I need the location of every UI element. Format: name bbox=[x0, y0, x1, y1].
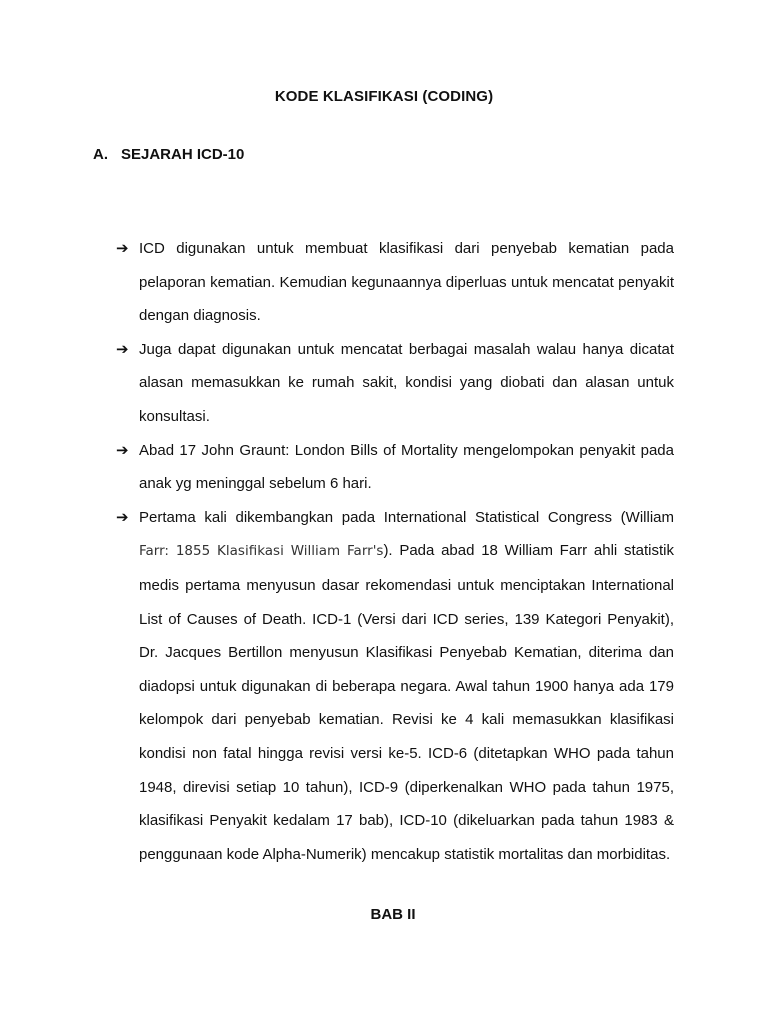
page-title: KODE KLASIFIKASI (CODING) bbox=[274, 88, 494, 105]
list-item-text: Abad 17 John Graunt: London Bills of Mortality mengelompokan penyakit pada anak yg meninggal sebelum 6 hari. bbox=[139, 441, 674, 493]
list-item bbox=[116, 232, 674, 333]
arrow-right-icon: ➔ bbox=[116, 508, 129, 526]
arrow-right-icon: ➔ bbox=[116, 240, 129, 257]
list-item-text-alt-font: Farr: 1855 Klasifikasi William Farr's bbox=[139, 543, 384, 560]
section-letter: A. bbox=[93, 146, 108, 163]
list-item-text: Juga dapat digunakan untuk mencatat berbagai masalah walau hanya dicatat alasan memasukkan ke rumah sakit, kondisi yang diobati dan alasan untuk konsultasi. bbox=[139, 340, 674, 425]
bullet-list bbox=[116, 232, 674, 871]
list-item-text: ICD digunakan untuk membuat klasifikasi dari penyebab kematian pada pelaporan kematian. Kemudian kegunaannya diperluas untuk mencatat penyakit dengan diagnosis. bbox=[139, 240, 674, 325]
list-item bbox=[116, 434, 674, 501]
list-item-text: Pertama kali dikembangkan pada International Statistical Congress (William bbox=[139, 508, 674, 526]
section-title: SEJARAH ICD-10 bbox=[121, 146, 245, 163]
arrow-right-icon: ➔ bbox=[116, 441, 129, 459]
list-item bbox=[116, 501, 674, 872]
list-item bbox=[116, 333, 674, 434]
arrow-right-icon: ➔ bbox=[116, 340, 129, 358]
chapter-heading: BAB II bbox=[370, 906, 416, 923]
list-item-text: ). Pada abad 18 William Farr ahli statistik medis pertama menyusun dasar rekomendasi untuk menciptakan International List of Causes of Death. ICD-1 (Versi dari ICD series, 139 Kategori Penyakit), Dr. Jacques Bertillon menyusun Klasifikasi Penyebab Kematian, diterima dan diadopsi untuk digunakan di beberapa negara. Awal tahun 1900 hanya ada 179 kelompok dari penyebab kematian. Revisi ke 4 kali memasukkan klasifikasi kondisi non fatal hingga revisi versi ke-5. ICD-6 (ditetapkan WHO pada tahun 1948, direvisi setiap 10 tahun), ICD-9 (diperkenalkan WHO pada tahun 1975, klasifikasi Penyakit kedalam 17 bab), ICD-10 (dikeluarkan pada tahun 1983 & penggunaan kode Alpha-Numerik) mencakup statistik mortalitas dan morbiditas. bbox=[139, 542, 674, 863]
section-heading bbox=[93, 146, 244, 163]
